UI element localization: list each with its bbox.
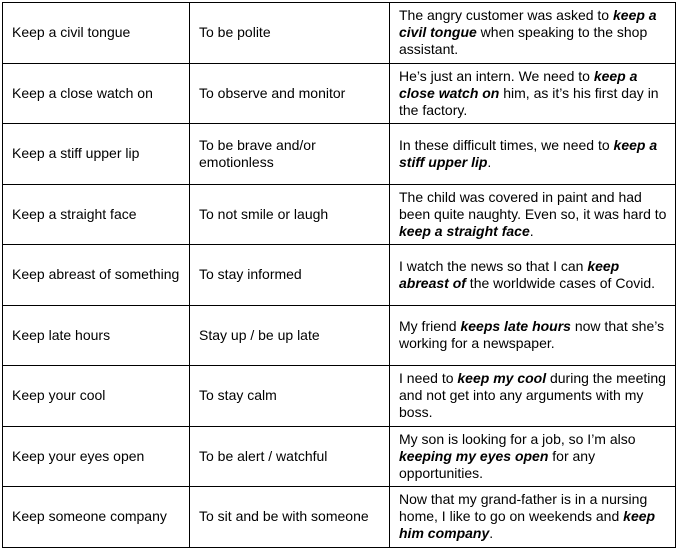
example-text: the worldwide cases of Covid. <box>465 274 656 291</box>
example-text: In these difficult times, we need to <box>399 136 614 153</box>
example-text: now that she’s working for a newspaper. <box>399 318 665 352</box>
meaning-cell: To be alert / watchful <box>190 426 390 487</box>
table-row <box>3 245 676 306</box>
example-idiom: keep a stiff upper lip <box>399 136 658 170</box>
example-text: him, as it’s his first day in the factory. <box>399 84 659 118</box>
example-idiom: keep my cool <box>457 370 547 387</box>
meaning-cell: To be polite <box>190 3 390 64</box>
example-text: Now that my grand-father is in a nursing home, I like to go on weekends and <box>399 491 648 525</box>
idiom-cell: Keep abreast of something <box>3 245 190 306</box>
idiom-cell: Keep late hours <box>3 305 190 366</box>
example-cell <box>390 124 676 185</box>
table-row <box>3 305 676 366</box>
example-text: during the meeting and not get into any arguments with my boss. <box>399 370 666 421</box>
example-cell <box>390 3 676 64</box>
example-cell <box>390 245 676 306</box>
meaning-cell: To stay informed <box>190 245 390 306</box>
example-idiom: keep him company <box>399 508 656 542</box>
example-text: I need to <box>399 370 458 387</box>
idiom-cell: Keep someone company <box>3 487 190 548</box>
meaning-cell: To not smile or laugh <box>190 184 390 245</box>
example-cell <box>390 366 676 427</box>
example-idiom: keep a straight face <box>399 222 530 239</box>
idiom-cell: Keep a straight face <box>3 184 190 245</box>
example-cell <box>390 487 676 548</box>
example-text: The child was covered in paint and had been quite naughty. Even so, it was hard to <box>399 188 667 222</box>
idioms-table <box>2 2 676 548</box>
example-idiom: keep a close watch on <box>399 67 638 101</box>
meaning-cell: Stay up / be up late <box>190 305 390 366</box>
table-row <box>3 184 676 245</box>
example-text: My son is looking for a job, so I’m also <box>399 430 636 447</box>
example-idiom: keeps late hours <box>460 318 571 335</box>
example-idiom: keeping my eyes open <box>399 447 549 464</box>
example-text: . <box>489 525 494 542</box>
example-text: My friend <box>399 318 461 335</box>
table-row <box>3 426 676 487</box>
table-row <box>3 487 676 548</box>
meaning-cell: To be brave and/or emotionless <box>190 124 390 185</box>
example-text: He’s just an intern. We need to <box>399 67 594 84</box>
table-row <box>3 3 676 64</box>
meaning-cell: To sit and be with someone <box>190 487 390 548</box>
idiom-cell: Keep a stiff upper lip <box>3 124 190 185</box>
meaning-cell: To observe and monitor <box>190 63 390 124</box>
example-text: The angry customer was asked to <box>399 7 613 24</box>
table-row <box>3 124 676 185</box>
example-cell <box>390 184 676 245</box>
example-cell <box>390 426 676 487</box>
example-idiom: keep a civil tongue <box>399 7 657 41</box>
table-row <box>3 63 676 124</box>
idiom-cell: Keep your cool <box>3 366 190 427</box>
meaning-cell: To stay calm <box>190 366 390 427</box>
example-text: when speaking to the shop assistant. <box>399 24 648 58</box>
table-row <box>3 366 676 427</box>
example-cell <box>390 63 676 124</box>
example-text: . <box>487 153 492 170</box>
example-text: . <box>529 222 534 239</box>
example-idiom: keep abreast of <box>399 257 620 291</box>
example-text: I watch the news so that I can <box>399 257 588 274</box>
idiom-cell: Keep your eyes open <box>3 426 190 487</box>
idiom-cell: Keep a civil tongue <box>3 3 190 64</box>
idiom-cell: Keep a close watch on <box>3 63 190 124</box>
example-text: for any opportunities. <box>399 447 596 481</box>
example-cell <box>390 305 676 366</box>
